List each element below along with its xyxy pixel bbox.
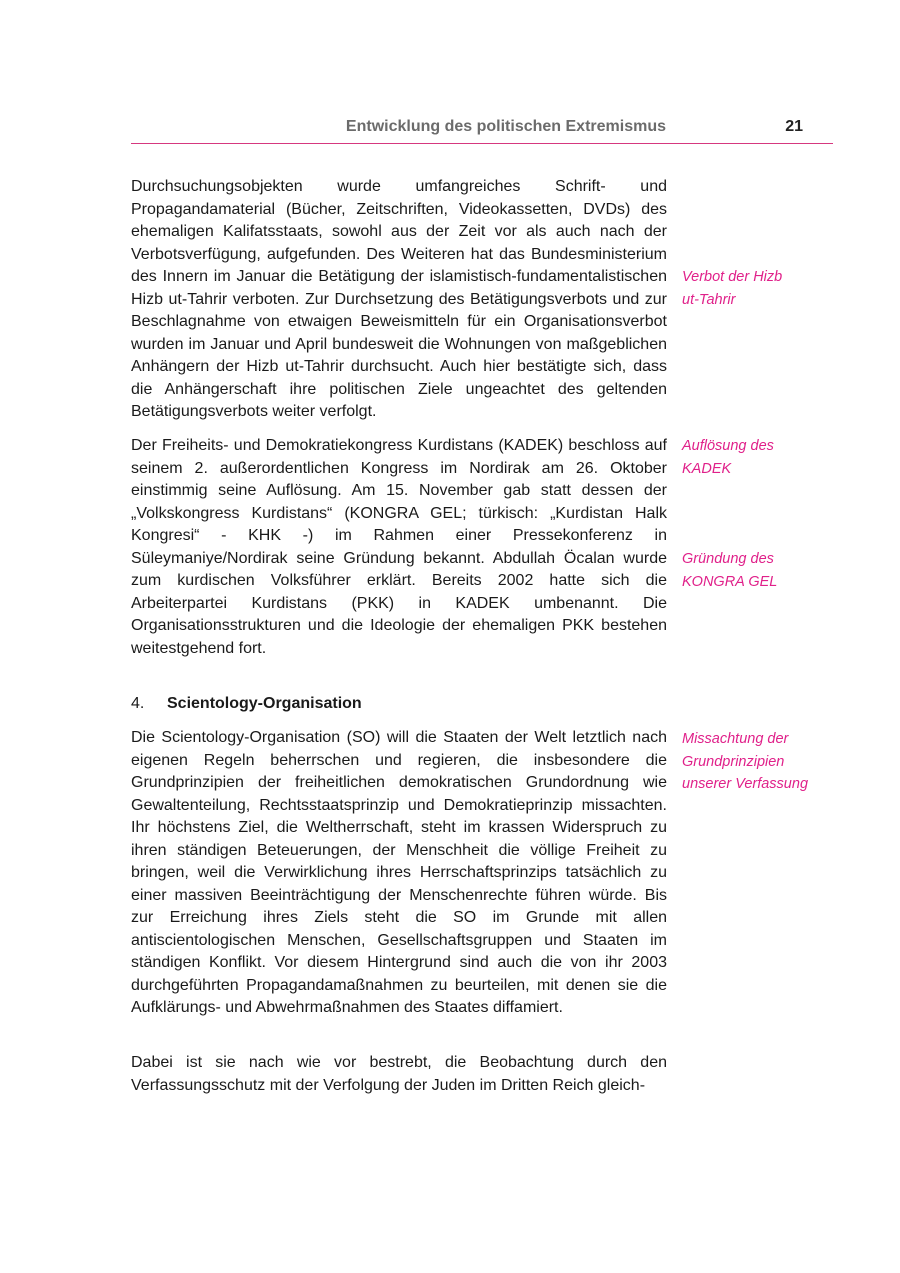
paragraph-scientology: Die Scientology-Organisation (SO) will die Staaten der Welt letztlich nach eigenen Regeln beherrschen und regieren, die insbesondere die Grundprinzipien der freiheitlichen demokratischen Grundordnung wie Gewaltenteilung, Rechtsstaatsprinzip und Demokratieprinzip missachten. Ihr höchstens Ziel, die Weltherrschaft, steht im krassen Widerspruch zu ihren ständigen Beteuerungen, der Menschheit die völlige Freiheit zu bringen, weil die Verwirklichung ihres Herrschaftsprinzips tatsächlich zu einer massiven Beeinträchtigung der Menschenrechte führen würde. Bis zur Erreichung ihres Ziels steht die SO im Grunde mit allen antiscientologischen Menschen, Gesellschaftsgruppen und Staaten im ständigen Konflikt. Vor diesem Hintergrund sind auch die von ihr 2003 durchgeführten Propagandamaßnahmen zu beurteilen, mit denen sie die Aufklärungs- und Abwehrmaßnahmen des Staates diffamiert. (131, 729, 667, 1016)
margin-note-kadek: Auflösung des KADEK (682, 438, 774, 477)
page-number: 21 (785, 118, 803, 135)
section-heading (131, 693, 362, 716)
margin-note-kongra-gel: Gründung des KONGRA GEL (682, 551, 778, 590)
running-header (131, 113, 833, 144)
header-title: Entwicklung des politischen Extremismus (345, 118, 666, 135)
section-title: Scientology-Organisation (167, 695, 362, 712)
margin-note-verfassung: Missachtung der Grundprinzipien unserer Verfassung (682, 731, 809, 792)
paragraph-hizb-ut-tahrir: Durchsuchungsobjekten wurde umfangreiches Schrift- und Propagandamaterial (Bücher, Zeitschriften, Videokassetten, DVDs) des ehemaligen Kalifatsstaats, sowohl aus der Zeit vor als auch nach der Verbotsverfügung, aufgefunden. Des Weiteren hat das Bundesministerium des Innern im Januar die Betätigung der islamistisch-fundamentalistischen Hizb ut-Tahrir verboten. Zur Durchsetzung des Betätigungsverbots und zur Beschlagnahme von etwaigen Beweismitteln für ein Organisationsverbot wurden im Januar und April bundesweit die Wohnungen von maßgeblichen Anhängern der Hizb ut-Tahrir durchsucht. Auch hier bestätigte sich, dass die Anhängerschaft ihre politischen Ziele ungeachtet des geltenden Betätigungsverbots weiter verfolgt. (131, 178, 667, 420)
paragraph-kadek: Der Freiheits- und Demokratiekongress Kurdistans (KADEK) beschloss auf seinem 2. außerordentlichen Kongress im Nordirak am 26. Oktober einstimmig seine Auflösung. Am 15. November gab statt dessen der „Volkskongress Kurdistans“ (KONGRA GEL; türkisch: „Kurdistan Halk Kongresi“ - KHK -) im Rahmen einer Pressekonferenz in Süleymaniye/Nordirak seine Gründung bekannt. Abdullah Öcalan wurde zum kurdischen Volksführer erklärt. Bereits 2002 hatte sich die Arbeiterpartei Kurdistans (PKK) in KADEK umbenannt. Die Organisationsstrukturen und die Ideologie der ehemaligen PKK bestehen weitestgehend fort. (131, 437, 667, 657)
paragraph-scientology-continued: Dabei ist sie nach wie vor bestrebt, die Beobachtung durch den Verfassungsschutz mit der Verfolgung der Juden im Dritten Reich gleich- (131, 1054, 667, 1094)
margin-note-hizb-ut-tahrir: Verbot der Hizb ut-Tahrir (682, 269, 783, 308)
section-number: 4. (131, 695, 145, 712)
